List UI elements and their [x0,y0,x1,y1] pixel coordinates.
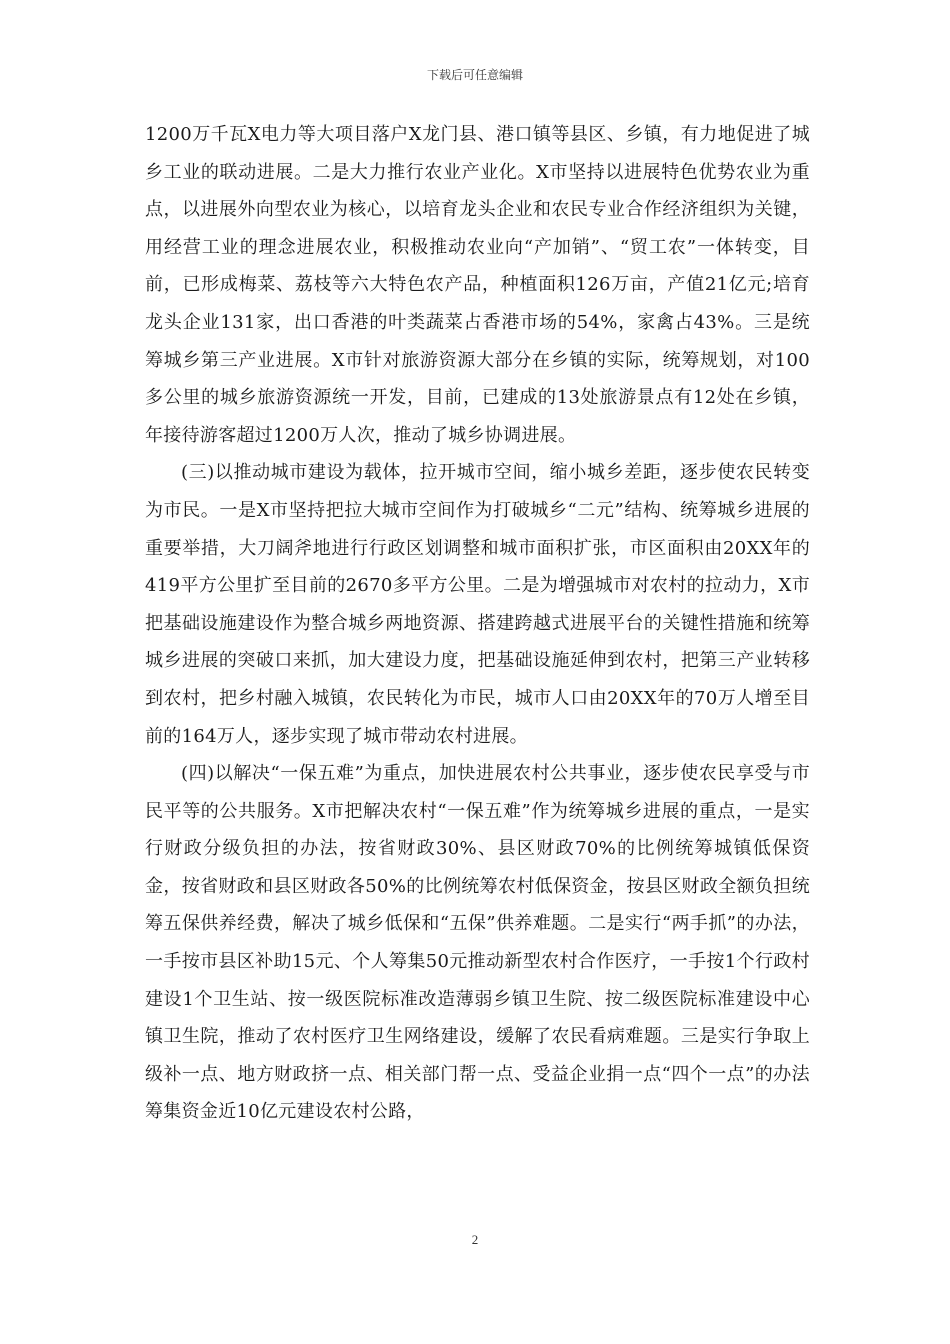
paragraph-section-4: (四)以解决“一保五难”为重点，加快进展农村公共事业，逐步使农民享受与市民平等的公共服务。X市把解决农村“一保五难”作为统筹城乡进展的重点，一是实行财政分级负担的办法，按省财政30%、县区财政70%的比例统筹城镇低保资金，按省财政和县区财政各50%的比例统筹农村低保资金，按县区财政全额负担统筹五保供养经费，解决了城乡低保和“五保”供养难题。二是实行“两手抓”的办法，一手按市县区补助15元、个人筹集50元推动新型农村合作医疗，一手按1个行政村建设1个卫生站、按一级医院标准改造薄弱乡镇卫生院、按二级医院标准建设中心镇卫生院，推动了农村医疗卫生网络建设，缓解了农民看病难题。三是实行争取上级补一点、地方财政挤一点、相关部门帮一点、受益企业捐一点“四个一点”的办法筹集资金近10亿元建设农村公路， [145,763,810,1123]
page-number: 2 [471,1232,479,1247]
page-header: 下载后可任意编辑 [426,68,523,82]
paragraph-continuation: 1200万千瓦X电力等大项目落户X龙门县、港口镇等县区、乡镇，有力地促进了城乡工业的联动进展。二是大力推行农业产业化。X市坚持以进展特色优势农业为重点，以进展外向型农业为核心，以培育龙头企业和农民专业合作经济组织为关键，用经营工业的理念进展农业，积极推动农业向“产加销”、“贸工农”一体转变，目前，已形成梅菜、荔枝等六大特色农产品，种植面积126万亩，产值21亿元;培育龙头企业131家，出口香港的叶类蔬菜占香港市场的54%，家禽占43%。三是统筹城乡第三产业进展。X市针对旅游资源大部分在乡镇的实际，统筹规划，对100多公里的城乡旅游资源统一开发，目前，已建成的13处旅游景点有12处在乡镇，年接待游客超过1200万人次，推动了城乡协调进展。 [145,124,810,446]
document-body [145,116,810,1131]
paragraph-section-3: (三)以推动城市建设为载体，拉开城市空间，缩小城乡差距，逐步使农民转变为市民。一是X市坚持把拉大城市空间作为打破城乡“二元”结构、统筹城乡进展的重要举措，大刀阔斧地进行行政区划调整和城市面积扩张，市区面积由20XX年的419平方公里扩至目前的2670多平方公里。二是为增强城市对农村的拉动力，X市把基础设施建设作为整合城乡两地资源、搭建跨越式进展平台的关键性措施和统筹城乡进展的突破口来抓，加大建设力度，把基础设施延伸到农村，把第三产业转移到农村，把乡村融入城镇，农民转化为市民，城市人口由20XX年的70万人增至目前的164万人，逐步实现了城市带动农村进展。 [145,462,810,747]
